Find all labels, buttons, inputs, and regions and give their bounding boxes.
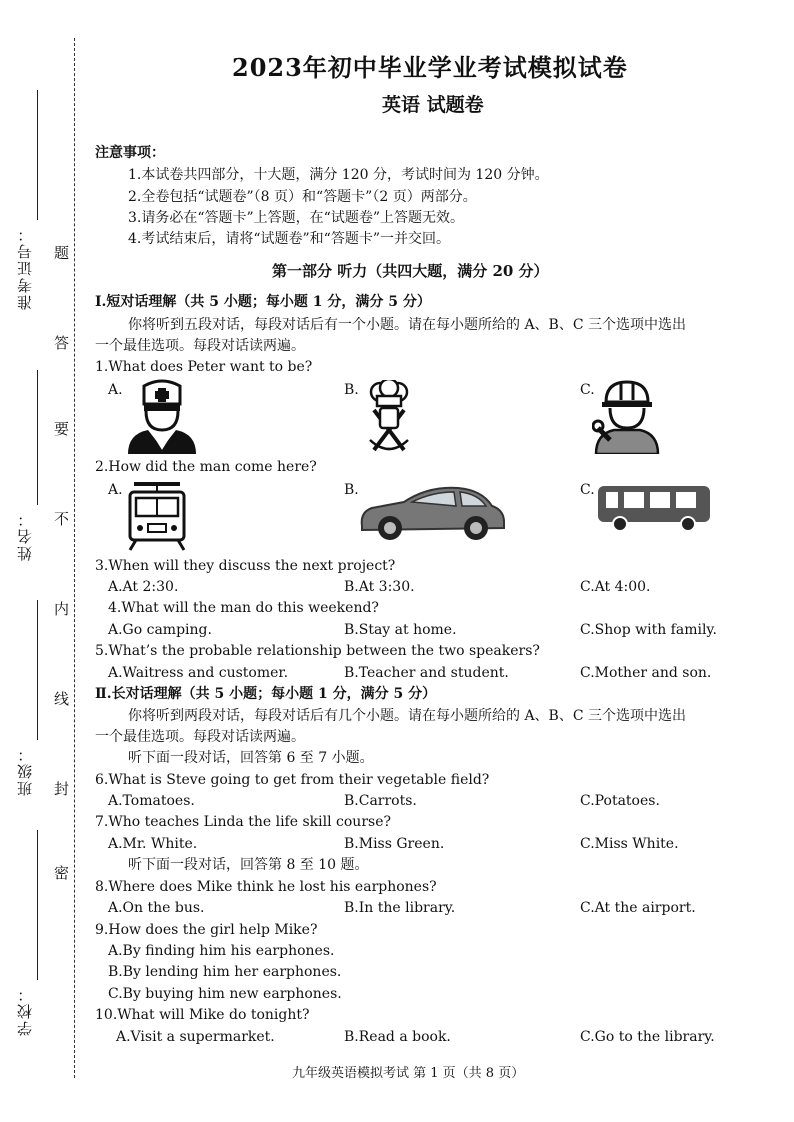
part1-title: 第一部分 听力（共四大题，满分 20 分） — [272, 262, 549, 280]
page-footer: 九年级英语模拟考试 第 1 页（共 8 页） — [292, 1066, 525, 1081]
q4-option-c: C.Shop with family. — [580, 622, 717, 638]
q8-option-c: C.At the airport. — [580, 900, 696, 916]
class-label: 班级： — [16, 745, 34, 796]
question-3: 3.When will they discuss the next project? — [95, 558, 396, 574]
q3-option-c: C.At 4:00. — [580, 579, 651, 595]
section1-instruction: 一个最佳选项。每段对话读两遍。 — [95, 338, 305, 354]
question-6: 6.What is Steve going to get from their vegetable field? — [95, 772, 490, 788]
question-2: 2.How did the man come here? — [95, 459, 317, 475]
bus-icon — [596, 484, 712, 532]
q2-option-c: C. — [580, 482, 595, 498]
notice-item: 1.本试卷共四部分，十大题，满分 120 分，考试时间为 120 分钟。 — [128, 167, 549, 183]
exam-title: 2023年初中毕业学业考试模拟试卷 — [232, 53, 628, 82]
seal-char: 答 — [54, 334, 70, 352]
q1-option-a: A. — [108, 382, 123, 398]
chef-icon — [360, 380, 418, 454]
section2-instruction: 你将听到两段对话，每段对话后有几个小题。请在每小题所给的 A、B、C 三个选项中选出 — [128, 708, 687, 724]
q3-option-b: B.At 3:30. — [344, 579, 415, 595]
q7-option-b: B.Miss Green. — [344, 836, 445, 852]
exam-number-blank — [37, 90, 38, 220]
q7-option-a: A.Mr. White. — [108, 836, 198, 852]
q6-option-a: A.Tomatoes. — [108, 793, 195, 809]
doctor-icon — [122, 378, 202, 454]
q5-option-a: A.Waitress and customer. — [108, 665, 289, 681]
q9-option-c: C.By buying him new earphones. — [108, 986, 342, 1002]
q5-option-b: B.Teacher and student. — [344, 665, 509, 681]
q1-option-c: C. — [580, 382, 595, 398]
seal-char: 内 — [54, 600, 70, 618]
seal-char: 密 — [54, 864, 70, 882]
question-8: 8.Where does Mike think he lost his earphones? — [95, 879, 437, 895]
seal-char: 不 — [54, 510, 70, 528]
q9-option-b: B.By lending him her earphones. — [108, 964, 342, 980]
name-blank — [37, 370, 38, 505]
section1-instruction: 你将听到五段对话，每段对话后有一个小题。请在每小题所给的 A、B、C 三个选项中选出 — [128, 317, 687, 333]
notice-heading: 注意事项： — [95, 145, 165, 161]
notice-item: 4.考试结束后，请将“试题卷”和“答题卡”一并交回。 — [128, 231, 450, 247]
question-4: 4.What will the man do this weekend? — [108, 600, 379, 616]
notice-item: 2.全卷包括“试题卷”（8 页）和“答题卡”（2 页）两部分。 — [128, 189, 477, 205]
q1-option-b: B. — [344, 382, 359, 398]
q7-option-c: C.Miss White. — [580, 836, 679, 852]
q10-option-a: A.Visit a supermarket. — [116, 1029, 275, 1045]
q10-option-c: C.Go to the library. — [580, 1029, 715, 1045]
question-7: 7.Who teaches Linda the life skill course? — [95, 814, 391, 830]
q10-option-b: B.Read a book. — [344, 1029, 451, 1045]
class-blank — [37, 600, 38, 740]
dialogue-lead: 听下面一段对话，回答第 6 至 7 小题。 — [128, 750, 374, 766]
q8-option-a: A.On the bus. — [108, 900, 205, 916]
seal-char: 题 — [54, 244, 70, 262]
exam-number-label: 准考证号： — [16, 225, 34, 310]
exam-subtitle: 英语 试题卷 — [382, 94, 484, 116]
q2-option-a: A. — [108, 482, 123, 498]
question-9: 9.How does the girl help Mike? — [95, 922, 318, 938]
q5-option-c: C.Mother and son. — [580, 665, 712, 681]
school-blank — [37, 830, 38, 980]
question-10: 10.What will Mike do tonight? — [95, 1007, 310, 1023]
section2-instruction: 一个最佳选项。每段对话读两遍。 — [95, 729, 305, 745]
q8-option-b: B.In the library. — [344, 900, 456, 916]
name-label: 姓名： — [16, 510, 34, 561]
question-1: 1.What does Peter want to be? — [95, 359, 313, 375]
car-icon — [358, 482, 508, 542]
seal-char: 线 — [54, 690, 70, 708]
q6-option-b: B.Carrots. — [344, 793, 417, 809]
q3-option-a: A.At 2:30. — [108, 579, 179, 595]
q4-option-a: A.Go camping. — [108, 622, 212, 638]
dialogue-lead: 听下面一段对话，回答第 8 至 10 题。 — [128, 857, 369, 873]
question-5: 5.What’s the probable relationship between the two speakers? — [95, 643, 540, 659]
section2-title: Ⅱ.长对话理解（共 5 小题；每小题 1 分，满分 5 分） — [95, 686, 437, 702]
binding-margin — [0, 0, 95, 1122]
q6-option-c: C.Potatoes. — [580, 793, 660, 809]
seal-char: 要 — [54, 420, 70, 438]
cut-line — [74, 38, 75, 1078]
school-label: 学校： — [16, 985, 34, 1036]
q2-option-b: B. — [344, 482, 359, 498]
q9-option-a: A.By finding him his earphones. — [108, 943, 335, 959]
notice-item: 3.请务必在“答题卡”上答题，在“试题卷”上答题无效。 — [128, 210, 464, 226]
seal-char: 封 — [54, 780, 70, 798]
q4-option-b: B.Stay at home. — [344, 622, 457, 638]
worker-icon — [592, 378, 662, 454]
section1-title: Ⅰ.短对话理解（共 5 小题；每小题 1 分，满分 5 分） — [95, 294, 431, 310]
train-icon — [126, 478, 188, 552]
